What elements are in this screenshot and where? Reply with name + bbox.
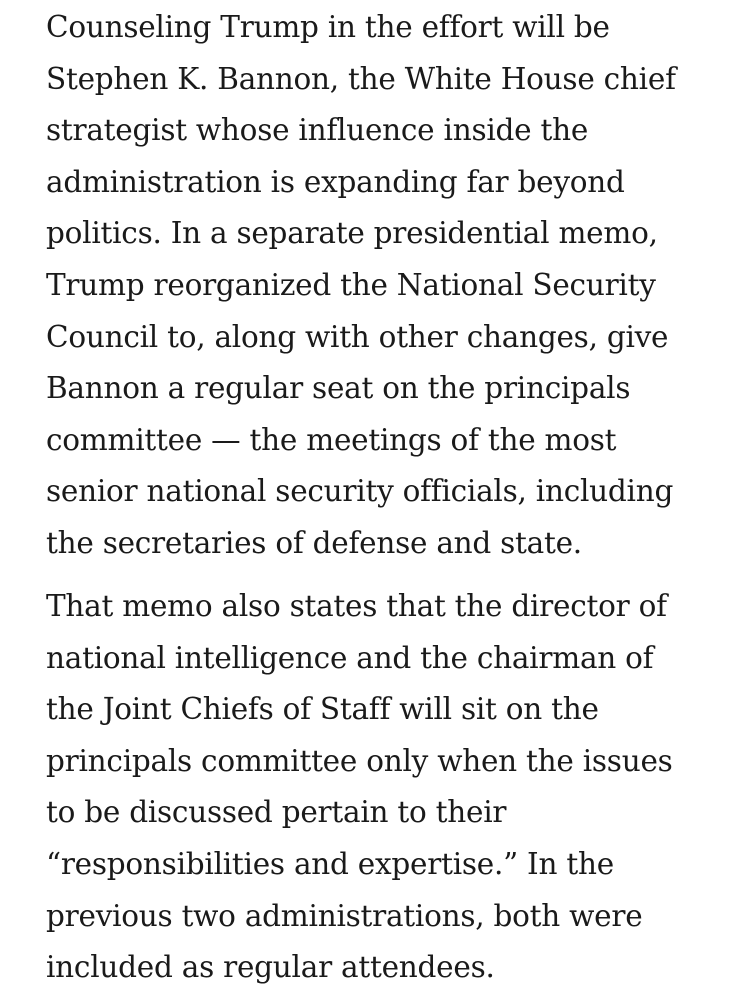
text-line: senior national security officials, including: [46, 474, 674, 509]
text-line: Council to, along with other changes, give: [46, 319, 669, 354]
text-line: national intelligence and the chairman of: [46, 640, 654, 675]
text-line: administration is expanding far beyond: [46, 164, 625, 199]
text-line: Trump reorganized the National Security: [46, 267, 656, 302]
text-line: Counseling Trump in the effort will be: [46, 10, 610, 44]
text-line: strategist whose influence inside the: [46, 113, 589, 148]
text-line: politics. In a separate presidential memo,: [46, 216, 658, 251]
text-line: principals committee only when the issues: [46, 743, 673, 778]
paragraph-bannon-role: [46, 2, 676, 570]
text-line: previous two administrations, both were: [46, 898, 643, 933]
text-line: to be discussed pertain to their: [46, 795, 507, 830]
text-line: committee — the meetings of the most: [46, 422, 617, 457]
text-line: Bannon a regular seat on the principals: [46, 371, 631, 406]
text-line: “responsibilities and expertise.” In the: [46, 846, 614, 881]
text-line: That memo also states that the director of: [46, 589, 667, 623]
paragraph-memo-details: [46, 581, 673, 994]
text-line: the secretaries of defense and state.: [46, 525, 582, 560]
text-line: the Joint Chiefs of Staff will sit on the: [46, 692, 599, 727]
text-line: Stephen K. Bannon, the White House chief: [46, 61, 676, 96]
text-line: included as regular attendees.: [46, 950, 495, 985]
